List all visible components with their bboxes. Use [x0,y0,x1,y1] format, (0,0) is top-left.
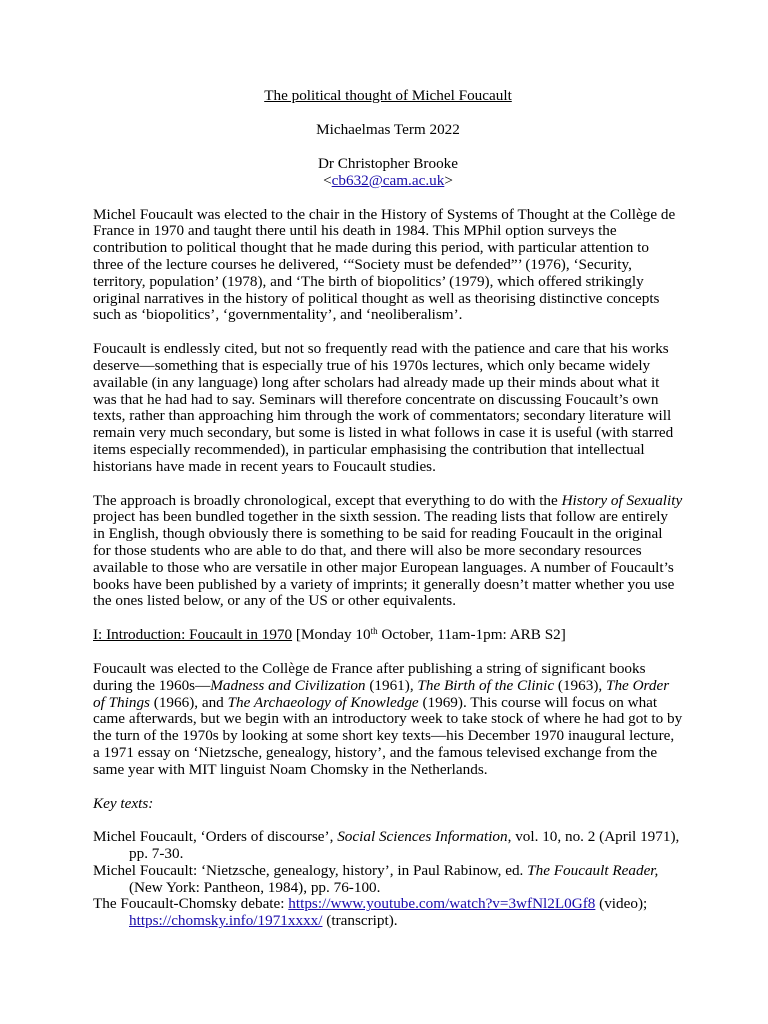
email-link[interactable]: cb632@cam.ac.uk [331,171,445,189]
term-label: Michaelmas Term 2022 [316,121,460,138]
document-title: The political thought of Michel Foucault [264,87,512,104]
intro-paragraph-1: Michel Foucault was elected to the chair in the History of Systems of Thought at the Collège de France in 1970 and taught there until his death in 1984. This MPhil option surveys the contribution to political thought that he made during this period, with particular attention to three of the lecture courses he delivered, ‘“Society must be defended”’ (1976), ‘Security, territory, population’ (1978), and ‘The birth of biopolitics’ (1979), which offered strikingly original narratives in the history of political thought as well as theorising distinctive concepts such as ‘biopolitics’, ‘governmentality’, and ‘neoliberalism’. [93,205,676,324]
section-1-body: Foucault was elected to the Collège de France after publishing a string of significant books during the 1960s—Madness and Civilization (1961), The Birth of the Clinic (1963), The Order of Things (1966), and The Archaeology of Knowledge (1969). This course will focus on what came afterwards, but we begin with an introductory week to take stock of where he had got to by the turn of the 1970s by looking at some short key texts—his December 1970 inaugural lecture, a 1971 essay on ‘Nietzsche, genealogy, history’, and the famous televised exchange from the same year with MIT linguist Noam Chomsky in the Netherlands. [93,659,683,778]
section-1-heading: I: Introduction: Foucault in 1970 [Monday 10th October, 11am-1pm: ARB S2] [93,626,566,644]
document-page [93,88,683,930]
reference-item: Michel Foucault: ‘Nietzsche, genealogy, history’, in Paul Rabinow, ed. The Foucault Reader, (New York: Pantheon, 1984), pp. 76-100. [93,861,659,896]
reference-item: Michel Foucault, ‘Orders of discourse’, Social Sciences Information, vol. 10, no. 2 (April 1971), pp. 7-30. [93,828,680,863]
transcript-link[interactable]: https://chomsky.info/1971xxxx/ [129,912,323,930]
intro-paragraph-3: The approach is broadly chronological, except that everything to do with the History of Sexuality project has been bundled together in the sixth session. The reading lists that follow are entirely in English, though obviously there is something to be said for reading Foucault in the original for those students who are able to do that, and there will also be more secondary resources available to those who are versatile in other major European languages. A number of Foucault’s books have been published by a variety of imprints; it generally doesn’t matter whether you use the ones listed below, or any of the US or other equivalents. [93,491,683,610]
key-texts-label: Key texts: [93,794,154,812]
author-name: Dr Christopher Brooke [317,155,459,172]
intro-paragraph-2: Foucault is endlessly cited, but not so frequently read with the patience and care that his works deserve—something that is especially true of his 1970s lectures, which only became widely available (in any language) long after scholars had already made up their minds about what it was that he had had to say. Seminars will therefore concentrate on discussing Foucault’s own texts, rather than approaching him through the work of commentators; secondary literature will remain very much secondary, but some is listed in what follows in case it is useful (with starred items especially recommended), in particular emphasising the contribution that intellectual historians have made in recent years to Foucault studies. [93,340,674,475]
reference-list [93,829,683,930]
author-block [93,156,683,190]
video-link[interactable]: https://www.youtube.com/watch?v=3wfNl2L0Gf8 [288,895,596,913]
author-email-line: <cb632@cam.ac.uk> [323,171,453,189]
reference-item: The Foucault-Chomsky debate: https://www.youtube.com/watch?v=3wfNl2L0Gf8 (video); https://chomsky.info/1971xxxx/ (transcript). [93,895,648,930]
